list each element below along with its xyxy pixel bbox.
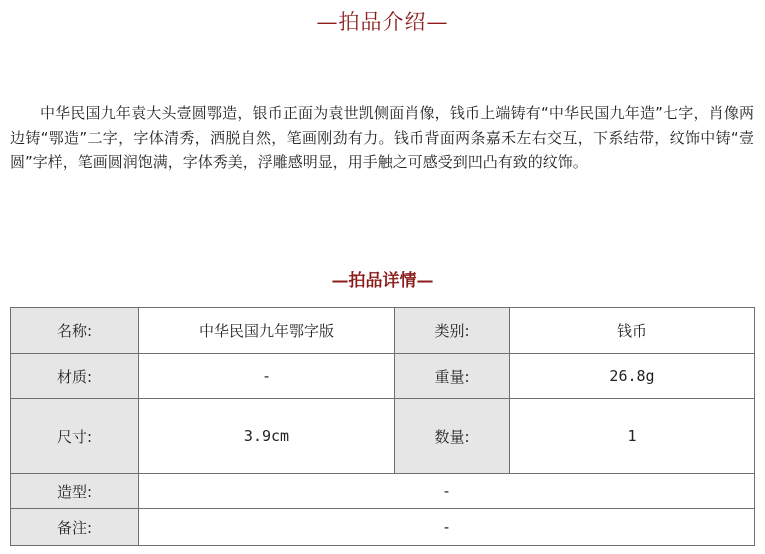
material-label: 材质: [11,354,139,399]
shape-value: - [139,474,755,509]
quantity-value: 1 [510,399,755,474]
shape-label: 造型: [11,474,139,509]
table-row [11,399,755,474]
quantity-label: 数量: [395,399,510,474]
weight-value: 26.8g [510,354,755,399]
remarks-label: 备注: [11,509,139,546]
table-row [11,509,755,546]
name-value: 中华民国九年鄂字版 [139,308,395,354]
intro-section-title: —拍品介绍— [316,10,449,34]
details-section-title: —拍品详情— [331,271,434,291]
table-row [11,354,755,399]
table-row [11,308,755,354]
details-table [10,307,755,546]
name-label: 名称: [11,308,139,354]
size-value: 3.9cm [139,399,395,474]
weight-label: 重量: [395,354,510,399]
category-value: 钱币 [510,308,755,354]
table-row [11,474,755,509]
remarks-value: - [139,509,755,546]
intro-paragraph: 中华民国九年袁大头壹圆鄂造，银币正面为袁世凯侧面肖像，钱币上端铸有“中华民国九年造”七字，肖像两边铸“鄂造”二字，字体清秀，洒脱自然，笔画刚劲有力。钱币背面两条嘉禾左右交互，下系结带，纹饰中铸“壹圆”字样，笔画圆润饱满，字体秀美，浮雕感明显，用手触之可感受到凹凸有致的纹饰。 [10,104,754,171]
category-label: 类别: [395,308,510,354]
material-value: - [139,354,395,399]
size-label: 尺寸: [11,399,139,474]
